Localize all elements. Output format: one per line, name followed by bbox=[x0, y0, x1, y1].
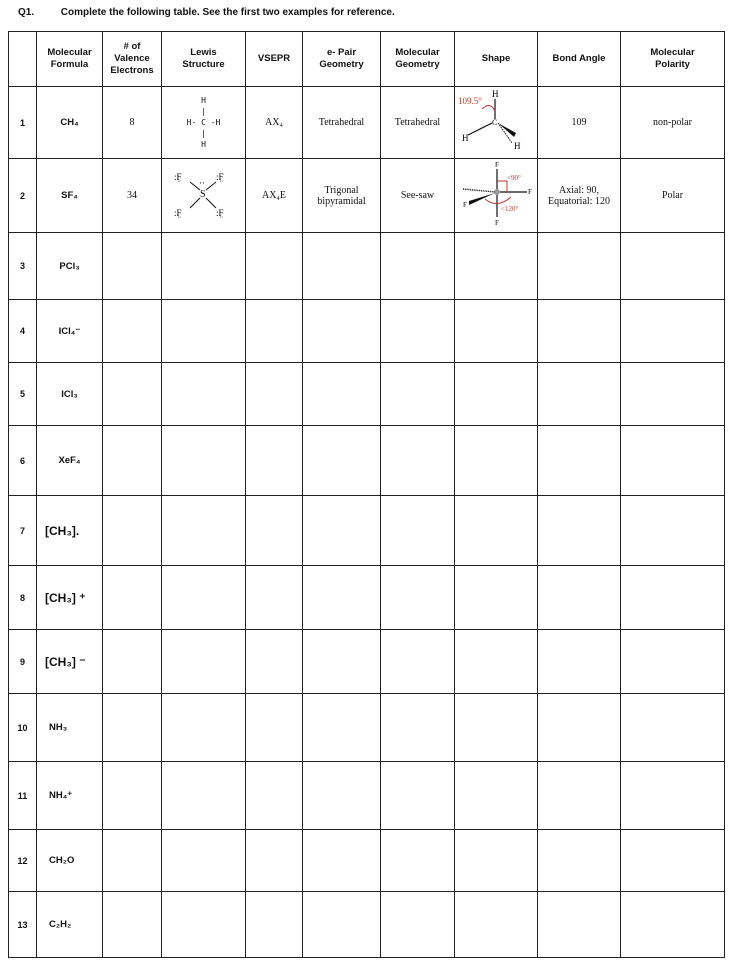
answer-cell[interactable] bbox=[538, 694, 621, 762]
row-number: 9 bbox=[9, 630, 37, 694]
answer-cell[interactable] bbox=[246, 694, 303, 762]
answer-cell[interactable] bbox=[246, 630, 303, 694]
answer-cell[interactable] bbox=[538, 630, 621, 694]
formula-cell: C₂H₂ bbox=[37, 892, 103, 958]
header-angle: Bond Angle bbox=[538, 32, 621, 87]
answer-cell[interactable] bbox=[162, 300, 246, 363]
answer-cell[interactable] bbox=[381, 630, 455, 694]
answer-cell[interactable] bbox=[538, 496, 621, 566]
answer-cell[interactable] bbox=[103, 233, 162, 300]
vsepr-cell: AX₄E bbox=[246, 159, 303, 233]
row-number: 1 bbox=[9, 87, 37, 159]
answer-cell[interactable] bbox=[621, 233, 725, 300]
lewis-cell bbox=[162, 159, 246, 233]
table-row bbox=[9, 233, 725, 300]
answer-cell[interactable] bbox=[303, 630, 381, 694]
answer-cell[interactable] bbox=[455, 300, 538, 363]
answer-cell[interactable] bbox=[621, 300, 725, 363]
answer-cell[interactable] bbox=[455, 566, 538, 630]
answer-cell[interactable] bbox=[103, 630, 162, 694]
answer-cell[interactable] bbox=[381, 426, 455, 496]
answer-cell[interactable] bbox=[303, 496, 381, 566]
answer-cell[interactable] bbox=[538, 566, 621, 630]
formula-cell: CH₂O bbox=[37, 830, 103, 892]
answer-cell[interactable] bbox=[162, 363, 246, 426]
formula-cell: PCl₃ bbox=[37, 233, 103, 300]
answer-cell[interactable] bbox=[455, 694, 538, 762]
answer-cell[interactable] bbox=[538, 363, 621, 426]
answer-cell[interactable] bbox=[303, 694, 381, 762]
answer-cell[interactable] bbox=[538, 892, 621, 958]
header-molgeo: Molecular Geometry bbox=[381, 32, 455, 87]
answer-cell[interactable] bbox=[621, 694, 725, 762]
header-lewis: Lewis Structure bbox=[162, 32, 246, 87]
answer-cell[interactable] bbox=[381, 830, 455, 892]
svg-text:<120°: <120° bbox=[501, 205, 519, 213]
answer-cell[interactable] bbox=[303, 300, 381, 363]
answer-cell[interactable] bbox=[538, 233, 621, 300]
answer-cell[interactable] bbox=[103, 496, 162, 566]
svg-text:H: H bbox=[462, 133, 469, 143]
svg-text::F̤: :F̤ bbox=[215, 208, 224, 218]
shape-cell bbox=[455, 87, 538, 159]
answer-cell[interactable] bbox=[246, 830, 303, 892]
table-row bbox=[9, 892, 725, 958]
formula-cell: [CH₃] ⁺ bbox=[37, 566, 103, 630]
formula-cell: ICl₃ bbox=[37, 363, 103, 426]
answer-cell[interactable] bbox=[303, 830, 381, 892]
answer-cell[interactable] bbox=[246, 426, 303, 496]
question-text: Complete the following table. See the first two examples for reference. bbox=[60, 7, 395, 18]
formula-cell: CH₄ bbox=[37, 87, 103, 159]
answer-cell[interactable] bbox=[381, 496, 455, 566]
answer-cell[interactable] bbox=[103, 363, 162, 426]
vsepr-cell: AX₄ bbox=[246, 87, 303, 159]
answer-cell[interactable] bbox=[162, 762, 246, 830]
lewis-structure-sf4 bbox=[172, 164, 236, 222]
svg-text:F: F bbox=[495, 219, 499, 227]
answer-cell[interactable] bbox=[103, 300, 162, 363]
svg-text::F̤: :F̤ bbox=[173, 172, 182, 182]
formula-cell: XeF₄ bbox=[37, 426, 103, 496]
answer-cell[interactable] bbox=[303, 233, 381, 300]
answer-cell[interactable] bbox=[103, 892, 162, 958]
answer-cell[interactable] bbox=[103, 426, 162, 496]
header-epair: e- Pair Geometry bbox=[303, 32, 381, 87]
formula-cell: NH₄⁺ bbox=[37, 762, 103, 830]
answer-cell[interactable] bbox=[246, 762, 303, 830]
svg-text:H: H bbox=[492, 89, 499, 99]
table-row bbox=[9, 87, 725, 159]
svg-text::F̤: :F̤ bbox=[173, 208, 182, 218]
answer-cell[interactable] bbox=[621, 426, 725, 496]
answer-cell[interactable] bbox=[303, 762, 381, 830]
row-number: 10 bbox=[9, 694, 37, 762]
answer-cell[interactable] bbox=[538, 300, 621, 363]
answer-cell[interactable] bbox=[381, 233, 455, 300]
header-row bbox=[9, 32, 725, 87]
question-header bbox=[18, 7, 395, 18]
answer-cell[interactable] bbox=[381, 566, 455, 630]
angle-cell: Axial: 90, Equatorial: 120 bbox=[538, 159, 621, 233]
answer-cell[interactable] bbox=[162, 233, 246, 300]
answer-cell[interactable] bbox=[538, 426, 621, 496]
svg-text:F: F bbox=[528, 188, 532, 196]
answer-cell[interactable] bbox=[246, 233, 303, 300]
table-row bbox=[9, 694, 725, 762]
answer-cell[interactable] bbox=[455, 830, 538, 892]
table-row bbox=[9, 762, 725, 830]
answer-cell[interactable] bbox=[246, 300, 303, 363]
answer-cell[interactable] bbox=[381, 694, 455, 762]
header-shape: Shape bbox=[455, 32, 538, 87]
svg-text:··: ·· bbox=[198, 178, 205, 188]
formula-cell: ICl₄⁻ bbox=[37, 300, 103, 363]
svg-text:109.5°: 109.5° bbox=[458, 96, 482, 106]
answer-cell[interactable] bbox=[455, 630, 538, 694]
answer-cell[interactable] bbox=[621, 892, 725, 958]
polarity-cell: non-polar bbox=[621, 87, 725, 159]
valence-cell: 34 bbox=[103, 159, 162, 233]
answer-cell[interactable] bbox=[381, 892, 455, 958]
answer-cell[interactable] bbox=[103, 762, 162, 830]
header-vsepr: VSEPR bbox=[246, 32, 303, 87]
epair-cell: Tetrahedral bbox=[303, 87, 381, 159]
formula-cell: NH₃ bbox=[37, 694, 103, 762]
row-number: 6 bbox=[9, 426, 37, 496]
epair-cell: Trigonal bipyramidal bbox=[303, 159, 381, 233]
table-row bbox=[9, 300, 725, 363]
answer-cell[interactable] bbox=[303, 363, 381, 426]
answer-cell[interactable] bbox=[455, 892, 538, 958]
answer-cell[interactable] bbox=[455, 363, 538, 426]
row-number: 12 bbox=[9, 830, 37, 892]
row-number: 8 bbox=[9, 566, 37, 630]
answer-cell[interactable] bbox=[246, 892, 303, 958]
formula-cell: [CH₃] ⁻ bbox=[37, 630, 103, 694]
shape-cell bbox=[455, 159, 538, 233]
svg-text:C: C bbox=[492, 118, 498, 127]
svg-text::F̤: :F̤ bbox=[215, 172, 224, 182]
table-row bbox=[9, 566, 725, 630]
row-number: 13 bbox=[9, 892, 37, 958]
answer-cell[interactable] bbox=[162, 496, 246, 566]
table-row bbox=[9, 496, 725, 566]
lewis-structure-ch4: H | H- C -H | H bbox=[186, 96, 221, 149]
svg-text:F: F bbox=[495, 161, 499, 169]
answer-cell[interactable] bbox=[303, 566, 381, 630]
answer-cell[interactable] bbox=[621, 363, 725, 426]
answer-cell[interactable] bbox=[455, 233, 538, 300]
row-number: 11 bbox=[9, 762, 37, 830]
answer-cell[interactable] bbox=[455, 762, 538, 830]
valence-cell: 8 bbox=[103, 87, 162, 159]
molgeo-cell: Tetrahedral bbox=[381, 87, 455, 159]
answer-cell[interactable] bbox=[162, 630, 246, 694]
answer-cell[interactable] bbox=[621, 762, 725, 830]
row-number: 2 bbox=[9, 159, 37, 233]
answer-cell[interactable] bbox=[162, 892, 246, 958]
answer-cell[interactable] bbox=[621, 496, 725, 566]
row-number: 3 bbox=[9, 233, 37, 300]
lewis-cell bbox=[162, 87, 246, 159]
answer-cell[interactable] bbox=[621, 566, 725, 630]
header-num bbox=[9, 32, 37, 87]
polarity-cell: Polar bbox=[621, 159, 725, 233]
row-number: 7 bbox=[9, 496, 37, 566]
answer-cell[interactable] bbox=[162, 830, 246, 892]
svg-text:H: H bbox=[514, 141, 521, 151]
answer-cell[interactable] bbox=[381, 363, 455, 426]
svg-text:<90°: <90° bbox=[507, 174, 521, 182]
table-row bbox=[9, 830, 725, 892]
answer-cell[interactable] bbox=[538, 762, 621, 830]
answer-cell[interactable] bbox=[246, 363, 303, 426]
row-number: 4 bbox=[9, 300, 37, 363]
answer-cell[interactable] bbox=[621, 630, 725, 694]
molecule-table bbox=[8, 31, 725, 958]
header-polarity: Molecular Polarity bbox=[621, 32, 725, 87]
tetrahedral-shape-diagram bbox=[456, 87, 536, 153]
table-row bbox=[9, 426, 725, 496]
answer-cell[interactable] bbox=[455, 496, 538, 566]
answer-cell[interactable] bbox=[162, 694, 246, 762]
question-number: Q1. bbox=[18, 7, 35, 18]
row-number: 5 bbox=[9, 363, 37, 426]
table-row bbox=[9, 363, 725, 426]
formula-cell: SF₄ bbox=[37, 159, 103, 233]
answer-cell[interactable] bbox=[303, 892, 381, 958]
table-row bbox=[9, 159, 725, 233]
seesaw-shape-diagram bbox=[455, 159, 539, 227]
header-valence: # of Valence Electrons bbox=[103, 32, 162, 87]
answer-cell[interactable] bbox=[246, 566, 303, 630]
answer-cell[interactable] bbox=[538, 830, 621, 892]
answer-cell[interactable] bbox=[162, 566, 246, 630]
answer-cell[interactable] bbox=[381, 762, 455, 830]
answer-cell[interactable] bbox=[103, 830, 162, 892]
header-formula: Molecular Formula bbox=[37, 32, 103, 87]
answer-cell[interactable] bbox=[103, 694, 162, 762]
svg-text:S: S bbox=[199, 189, 206, 200]
answer-cell[interactable] bbox=[303, 426, 381, 496]
angle-cell: 109 bbox=[538, 87, 621, 159]
answer-cell[interactable] bbox=[381, 300, 455, 363]
svg-text:F: F bbox=[463, 201, 467, 209]
answer-cell[interactable] bbox=[103, 566, 162, 630]
answer-cell[interactable] bbox=[162, 426, 246, 496]
table-row bbox=[9, 630, 725, 694]
formula-cell: [CH₃]. bbox=[37, 496, 103, 566]
answer-cell[interactable] bbox=[246, 496, 303, 566]
molgeo-cell: See-saw bbox=[381, 159, 455, 233]
answer-cell[interactable] bbox=[621, 830, 725, 892]
answer-cell[interactable] bbox=[455, 426, 538, 496]
